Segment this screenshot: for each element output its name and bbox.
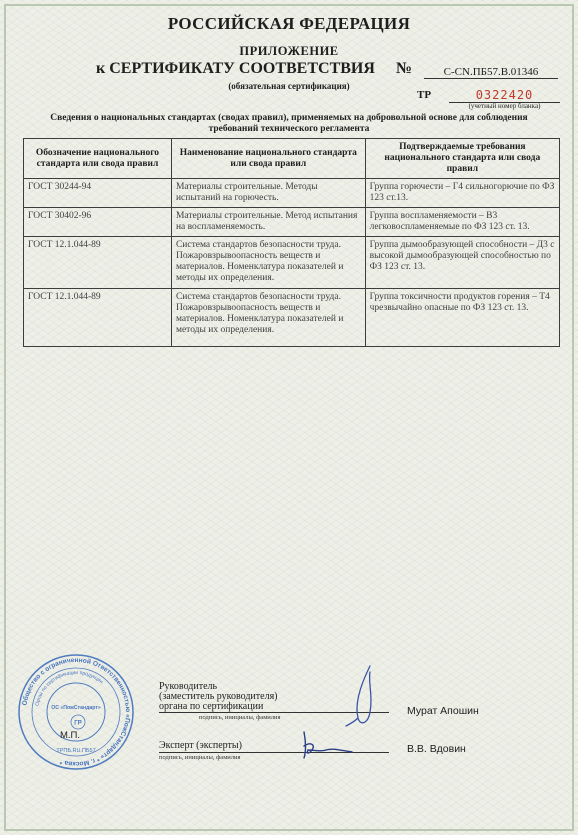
seal-middle-text: Орган по сертификации продукции: [34, 669, 104, 707]
standard-requirement: Группа горючести – Г4 сильногорючие по ФЗ 123 ст.13.: [365, 179, 559, 208]
header-requirements: Подтверждаемые требования национального стандарта или свода правил: [365, 139, 559, 179]
certification-seal: [16, 652, 136, 772]
standard-name: Материалы строительные. Метод испытания на воспламеняемость.: [171, 208, 365, 237]
svg-text:Орган по сертификации продукци: [35, 670, 105, 707]
blank-number: 0322420: [449, 88, 560, 103]
standard-code: ГОСТ 12.1.044-89: [24, 237, 172, 289]
expert-label: Эксперт (эксперты): [159, 740, 242, 751]
table-row: [24, 289, 560, 347]
standards-table: [23, 138, 560, 347]
standards-intro: Сведения о национальных стандартах (сводах правил), применяемых на добровольной основе для соблюдения требований технического регламента: [50, 113, 528, 134]
seal-outer-text: Общество с ограниченной Ответственностью «ПожСтандарт» * г. Москва *: [21, 656, 132, 768]
seal-center-label: ОС «ПожСтандарт»: [51, 705, 101, 711]
standard-requirement: Группа токсичности продуктов горения – Т4 чрезвычайно опасные по ФЗ 123 ст. 13.: [365, 289, 559, 347]
blank-number-note: (учетный номер бланка): [468, 102, 541, 110]
table-row: [24, 179, 560, 208]
tr-label: ТР: [417, 89, 432, 101]
head-name: Мурат Апошин: [407, 705, 479, 717]
standard-code: ГОСТ 12.1.044-89: [24, 289, 172, 347]
table-header-row: [24, 139, 560, 179]
standard-requirement: Группа воспламеняемости – В3 легковоспламеняемые по ФЗ 123 ст. 13.: [365, 208, 559, 237]
expert-name: В.В. Вдовин: [407, 743, 466, 755]
table-row: [24, 237, 560, 289]
table-row: [24, 208, 560, 237]
head-signature-note: подпись, инициалы, фамилия: [199, 714, 281, 721]
standard-requirement: Группа дымообразующей способности – Д3 с высокой дымообразующей способностью по ФЗ 123 ст. 13.: [365, 237, 559, 289]
certificate-title: к СЕРТИФИКАТУ СООТВЕТСТВИЯ: [96, 60, 375, 77]
country-title: РОССИЙСКАЯ ФЕДЕРАЦИЯ: [167, 14, 411, 33]
header-standard-name: Наименование национального стандарта или свода правил: [171, 139, 365, 179]
standard-code: ГОСТ 30244-94: [24, 179, 172, 208]
head-label-2: (заместитель руководителя): [159, 691, 278, 702]
head-handwritten-signature: [340, 662, 400, 732]
standard-name: Материалы строительные. Методы испытаний на горючесть.: [171, 179, 365, 208]
seal-place-mark: М.П.: [60, 730, 81, 741]
header-standard-code: Обозначение национального стандарта или свода правил: [24, 139, 172, 179]
head-label-3: органа по сертификации: [159, 701, 264, 712]
head-label-1: Руководитель: [159, 681, 218, 692]
svg-text:ГР: ГР: [74, 720, 82, 727]
expert-handwritten-signature: [296, 728, 360, 762]
expert-signature-note: подпись, инициалы, фамилия: [159, 754, 241, 761]
standard-name: Система стандартов безопасности труда. Пожаровзрывоопасность веществ и материалов. Номенклатура показателей и методы их определения.: [171, 289, 365, 347]
certification-type: (обязательная сертификация): [228, 81, 350, 91]
number-sign: №: [396, 60, 413, 77]
certificate-number: С-CN.ПБ57.В.01346: [424, 66, 558, 79]
footer-strip: [0, 831, 578, 835]
seal-reg-number: ТРПБ.RU.ПБ57: [56, 748, 96, 754]
standard-code: ГОСТ 30402-96: [24, 208, 172, 237]
appendix-title: ПРИЛОЖЕНИЕ: [239, 44, 339, 58]
standard-name: Система стандартов безопасности труда. Пожаровзрывоопасность веществ и материалов. Номенклатура показателей и методы их определения.: [171, 237, 365, 289]
